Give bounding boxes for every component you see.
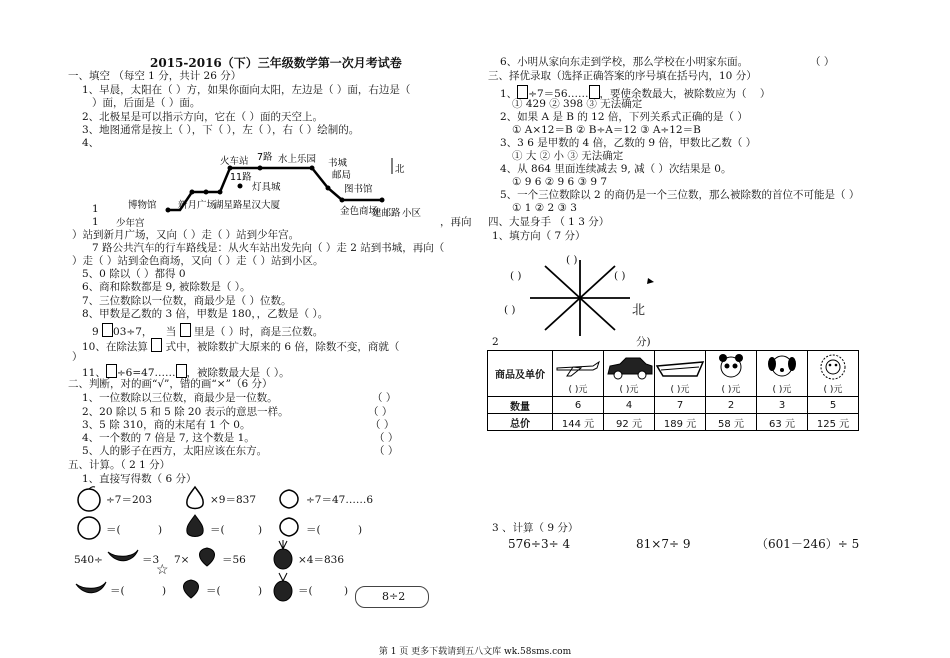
- calc-expr-1: 576÷3÷ 4: [508, 537, 571, 551]
- choice-q3-options: ① 大 ② 小 ③ 无法确定: [512, 150, 624, 162]
- fill-q1-cont: ）面，后面是（ ）面。: [92, 97, 201, 109]
- right-paren: ): [344, 585, 349, 597]
- peach-icon: [274, 486, 304, 510]
- judge-q3: 3、5 除 310，商的末尾有 1 个 0。: [82, 419, 251, 431]
- unit-price-blank[interactable]: ( )元: [619, 385, 639, 395]
- map-label-route7: 7路: [257, 152, 273, 163]
- page-footer: 第 1 页 更多下载请到五八文库 wk.58sms.com: [378, 647, 572, 657]
- unit-price-blank[interactable]: ( )元: [772, 385, 792, 395]
- compass-n-answer[interactable]: ( ): [566, 254, 578, 266]
- total-cell: 58 元: [706, 414, 757, 431]
- choice-q3: 3、3 6 是甲数的 4 倍，乙数的 9 倍，甲数比乙数（ ）: [500, 137, 757, 149]
- qty-cell: 6: [553, 397, 604, 414]
- dog-icon: [757, 352, 807, 382]
- map-label-library: 图书馆: [344, 184, 373, 195]
- calc-eq-5: ＝(: [210, 524, 225, 536]
- car-icon: [604, 352, 654, 382]
- fill-q9: 9 03÷7， 当 里是（ ）时，商是三位数。: [92, 323, 323, 339]
- map-label-train-station: 火车站: [220, 156, 249, 167]
- bus-route-map: [80, 148, 480, 230]
- compass-w-answer[interactable]: ( ): [504, 304, 516, 316]
- choice-q5: 5、一个三位数除以 2 的商仍是一个三位数，那么被除数的首位不可能是（ ）: [500, 189, 860, 201]
- map-label-jianyou-road: 建邮路: [372, 208, 401, 219]
- qty-cell: 7: [655, 397, 706, 414]
- fill-q6: 6、商和除数都是 9, 被除数是（ ）。: [82, 281, 251, 293]
- strawberry-icon: [178, 576, 204, 600]
- total-cell: 144 元: [553, 414, 604, 431]
- boat-icon: [655, 352, 705, 382]
- apple-icon: [74, 514, 104, 540]
- map-label-north: 北: [395, 164, 405, 175]
- answer-box[interactable]: [517, 85, 528, 99]
- judge-q3-answer[interactable]: （ ）: [370, 419, 395, 431]
- map-label-xinyue-plaza: 新月广场: [178, 200, 217, 211]
- map-q-line2b: ）站到新月广场，又向（ ）走（ ）站到少年宫。: [72, 229, 300, 241]
- calc-eq-8: 7×: [174, 554, 190, 566]
- exam-title: 2015-2016（下）三年级数学第一次月考试卷: [150, 56, 402, 70]
- right-paren: ): [158, 524, 163, 536]
- map-q-line1: 1: [92, 203, 99, 215]
- calc-eq-2: ×9＝837: [210, 494, 257, 506]
- answer-box[interactable]: [106, 364, 117, 378]
- map-label-community: 小区: [402, 208, 422, 219]
- fill-q8: 8、甲数是乙数的 3 倍，甲数是 180，，乙数是（ ）。: [82, 308, 329, 320]
- price-table: [487, 350, 859, 431]
- panda-icon: [706, 352, 756, 382]
- compass-ne-answer[interactable]: ( ): [614, 270, 626, 282]
- calc-eq-7: 540÷: [74, 554, 103, 566]
- right-paren: ): [258, 585, 263, 597]
- answer-box[interactable]: [151, 338, 162, 352]
- total-cell: 63 元: [757, 414, 808, 431]
- fill-q10-cont: ）: [72, 351, 83, 363]
- price-q-number: 2: [492, 336, 499, 348]
- calc-direct-heading: 1、直接写得数（ 6 分）: [82, 473, 197, 485]
- choice-q1: 1、 ÷7＝56…… ，要使余数最大，被除数应为（ ）: [500, 85, 770, 101]
- choice-q2: 2、如果 A 是 B 的 12 倍，下列关系式正确的是（ ）: [500, 111, 748, 123]
- answer-box[interactable]: [176, 364, 187, 378]
- map-label-water-park: 水上乐园: [278, 154, 317, 165]
- map-label-museum: 博物馆: [128, 200, 157, 211]
- calc-eq-7-result: ＝3: [142, 554, 160, 566]
- map-label-route11: 11路: [230, 172, 252, 183]
- pear-icon: [182, 484, 208, 512]
- calc-eq-1: ÷7＝203: [106, 494, 153, 506]
- judge-q2-answer[interactable]: （ ）: [368, 406, 393, 418]
- qty-cell: 5: [808, 397, 859, 414]
- fill-q7: 7、三位数除以一位数，商最少是（ ）位数。: [82, 295, 292, 307]
- judge-q4: 4、一个数的 7 倍是 7, 这个数是 1。: [82, 432, 255, 444]
- choice-q1-options: ① 429 ② 398 ③ 无法确定: [512, 98, 643, 110]
- pear-icon: [182, 512, 208, 540]
- answer-box[interactable]: [180, 323, 191, 337]
- calc-eq-6: ＝(: [306, 524, 321, 536]
- fill-q6-right: 6、小明从家向东走到学校，那么学校在小明家东面。: [500, 56, 749, 68]
- fill-q10: 10、在除法算 式中，被除数扩大原来的 6 倍，除数不变，商就（: [82, 338, 399, 354]
- banana-icon: [106, 546, 140, 566]
- calc-eq-10: ＝(: [110, 585, 125, 597]
- map-label-youth-palace: 少年宫: [116, 218, 145, 229]
- star-icon: ☆: [156, 562, 169, 578]
- judge-q5: 5、人的影子在西方，太阳应该在东方。: [82, 445, 268, 457]
- calc-expr-2: 81×7÷ 9: [636, 537, 691, 551]
- strawberry-icon: [194, 544, 220, 568]
- map-q-line2r: ，再向: [440, 216, 472, 228]
- fill-q3: 3、地图通常是按上（ ），下（ ），左（ ），右（ ）绘制的。: [82, 124, 360, 136]
- price-q-score: 分): [636, 336, 651, 348]
- choice-q2-options: ① A×12＝B ② B÷A＝12 ③ A÷12＝B: [512, 124, 701, 136]
- map-label-lamp-city: 灯具城: [252, 182, 281, 193]
- ticket-shape: [355, 586, 429, 608]
- ticket-text: 8÷2: [382, 590, 406, 603]
- compass-north-label: 北: [632, 303, 646, 318]
- fill-q4: 4、: [82, 137, 100, 149]
- pineapple-icon: [270, 572, 296, 602]
- qty-cell: 4: [604, 397, 655, 414]
- fill-q2: 2、北极星是可以指示方向，它在（ ）面的天空上。: [82, 111, 324, 123]
- map-q-line2a: 1: [92, 216, 99, 228]
- section-choice-heading: 三、择优录取（选择正确答案的序号填在括号内，10 分）: [488, 70, 757, 82]
- lion-icon: [808, 352, 858, 382]
- pineapple-icon: [270, 540, 296, 570]
- map-q-route7-cont: ）走（ ）站到金色商场，又向（ ）走（ ）站到小区。: [72, 255, 324, 267]
- answer-box[interactable]: [589, 85, 600, 99]
- unit-price-blank[interactable]: ( )元: [670, 385, 690, 395]
- judge-q4-answer[interactable]: （ ）: [374, 432, 399, 444]
- judge-q1: 1、一位数除以三位数，商最少是一位数。: [82, 392, 278, 404]
- qty-cell: 2: [706, 397, 757, 414]
- map-label-post-office: 邮局: [332, 170, 352, 181]
- qty-cell: 3: [757, 397, 808, 414]
- fill-q6-answer[interactable]: （ ）: [810, 56, 835, 68]
- table-header-quantity: 数量: [488, 397, 553, 414]
- choice-q4-options: ① 9 6 ② 9 6 ③ 9 7: [512, 176, 608, 188]
- unit-price-blank[interactable]: ( )元: [568, 385, 588, 395]
- fill-q1: 1、早晨，太阳在（ ）方，如果你面向太阳，左边是（ ）面，右边是（: [82, 84, 411, 96]
- calc-eq-11: ＝(: [206, 585, 221, 597]
- map-label-golden-mall: 金色商场: [340, 206, 379, 217]
- calc-eq-8-result: ＝56: [222, 554, 246, 566]
- section-calc-heading: 五、计算。（ 2 1 分）: [68, 459, 171, 471]
- calc-expr-3: （601－246）÷ 5: [756, 537, 860, 551]
- right-paren: ): [358, 524, 363, 536]
- answer-box[interactable]: [102, 323, 113, 337]
- calc-eq-3: ÷7＝47……6: [306, 494, 374, 506]
- judge-q5-answer[interactable]: （ ）: [374, 445, 399, 457]
- calc-eq-4: ＝(: [106, 524, 121, 536]
- unit-price-blank[interactable]: ( )元: [721, 385, 741, 395]
- compass-nw-answer[interactable]: ( ): [510, 270, 522, 282]
- compass-diagram: [500, 250, 660, 342]
- section-fill-heading: 一、填空 （每空 1 分，共计 26 分）: [68, 70, 242, 82]
- calc-eq-12: ＝(: [298, 585, 313, 597]
- fill-q5: 5、0 除以（ ）都得 0: [82, 268, 186, 280]
- choice-q4: 4、从 864 里面连续减去 9, 减（ ）次结果是 0。: [500, 163, 732, 175]
- map-q-route7: 7 路公共汽车的行车路线是：从火车站出发先向（ ）走 2 站到书城，再向（: [92, 242, 445, 254]
- table-header-item-price: 商品及单价: [488, 351, 553, 397]
- calc-eq-9: ×4＝836: [298, 554, 345, 566]
- right-paren: ): [162, 585, 167, 597]
- right-paren: ): [258, 524, 263, 536]
- unit-price-blank[interactable]: ( )元: [823, 385, 843, 395]
- direction-q-heading: 1、填方向（ 7 分）: [492, 230, 586, 242]
- total-cell: 125 元: [808, 414, 859, 431]
- apple-icon: [74, 486, 104, 512]
- total-cell: 189 元: [655, 414, 706, 431]
- fill-q11: 11、 ÷6=47…… ，被除数最大是（ ）。: [82, 364, 290, 380]
- judge-q1-answer[interactable]: （ ）: [372, 392, 397, 404]
- banana-icon: [74, 578, 108, 598]
- section-show-heading: 四、大显身手 （ 1 3 分）: [488, 216, 610, 228]
- choice-q5-options: ① 1 ② 2 ③ 3: [512, 202, 577, 214]
- table-header-total: 总价: [488, 414, 553, 431]
- map-label-xinghan-tower: 星汉大厦: [242, 200, 281, 211]
- total-cell: 92 元: [604, 414, 655, 431]
- judge-q2: 2、20 除以 5 和 5 除 20 表示的意思一样。: [82, 406, 289, 418]
- airplane-icon: [553, 352, 603, 382]
- peach-icon: [274, 514, 304, 538]
- map-label-huxing-road: 湖星路: [214, 200, 243, 211]
- map-label-book-city: 书城: [328, 158, 348, 169]
- section-judge-heading: 二、判断，对的画“√”，错的画“×”（6 分）: [68, 378, 273, 390]
- calc-section-heading: 3 、计算（ 9 分）: [492, 522, 579, 534]
